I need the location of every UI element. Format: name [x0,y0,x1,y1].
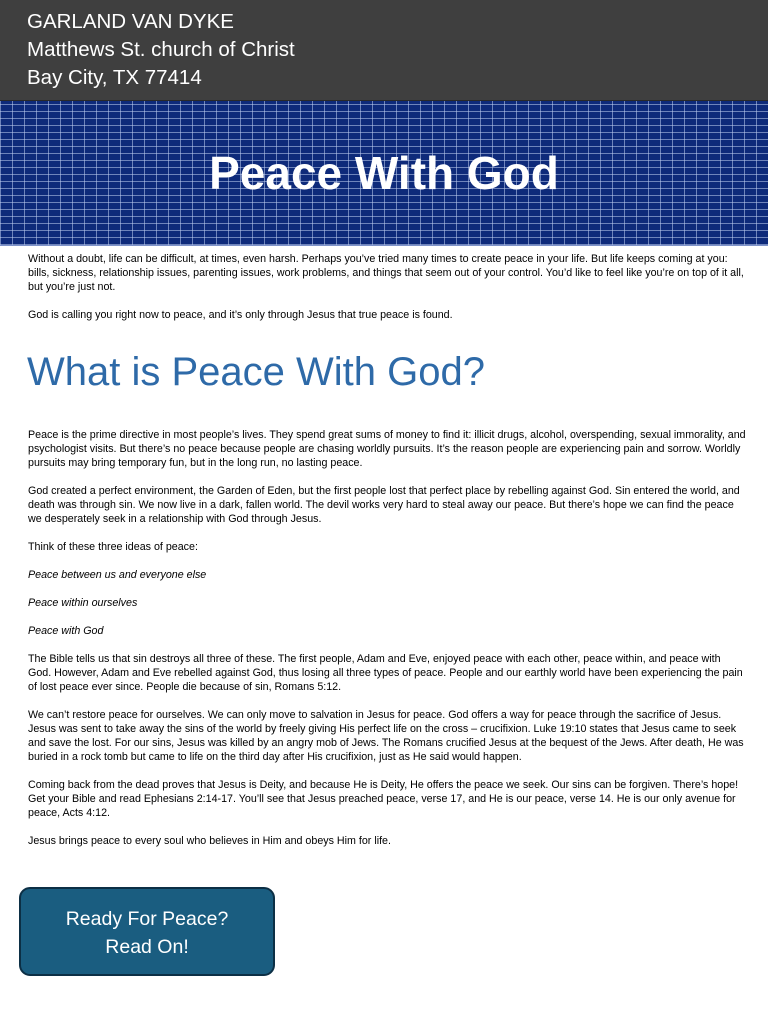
section-paragraph-5: We can’t restore peace for ourselves. We can only move to salvation in Jesus for peace. God offers a way for peace through the sacrifice of Jesus. Jesus was sent to take away the sins of the world by freely giving His perfect life on the cross – crucifixion. Luke 19:10 states that Jesus came to seek and save the lost. For our sins, Jesus was killed by an angry mob of Jews. The Romans crucified Jesus at the bequest of the Jews. After death, He was buried in a rock tomb but came to life on the third day after His crucifixion, just as He said would happen. [28,709,744,763]
church-location: Bay City, TX 77414 [27,66,202,89]
section-paragraph-3: Think of these three ideas of peace: [28,541,198,553]
peace-idea-2: Peace within ourselves [28,597,138,609]
church-name: Matthews St. church of Christ [27,38,295,61]
section-paragraph-6: Coming back from the dead proves that Jesus is Deity, and because He is Deity, He offers the peace we seek. Our sins can be forgiven. There’s hope! Get your Bible and read Ephesians 2:14-17. You’ll see that Jesus preached peace, verse 17, and He is our peace, verse 14. He is our only avenue for peace, Acts 4:12. [28,779,739,819]
title-banner [0,101,768,246]
peace-idea-1: Peace between us and everyone else [28,569,207,581]
intro-paragraph-2: God is calling you right now to peace, and it’s only through Jesus that true peace is found. [28,309,453,321]
cta-line-1: Ready For Peace? [65,908,229,930]
section-paragraph-1: Peace is the prime directive in most people’s lives. They spend great sums of money to find it: illicit drugs, alcohol, overspending, sexual immorality, and psychologist visits. But there’s no peace because people are chasing worldly pursuits. It’s the reason people are experiencing pain and sorrow. Worldly pursuits may bring temporary fun, but in the long run, no lasting peace. [28,429,746,469]
author-name: GARLAND VAN DYKE [27,10,234,33]
author-header [0,0,768,101]
section-paragraph-2: God created a perfect environment, the Garden of Eden, but the first people lost that perfect place by rebelling against God. Sin entered the world, and death was through sin. We now live in a dark, fallen world. The devil works very hard to steal away our peace. But there’s hope we can find the peace we desperately seek in a relationship with God through Jesus. [28,485,740,525]
intro-paragraph-1: Without a doubt, life can be difficult, at times, even harsh. Perhaps you’ve tried many times to create peace in your life. But life keeps coming at you: bills, sickness, relationship issues, parenting issues, work problems, and things that seem out of your control. You’d like to feel like you’re on top of it all, but you’re just not. [28,253,744,293]
section-paragraph-4: The Bible tells us that sin destroys all three of these. The first people, Adam and Eve, enjoyed peace with each other, peace within, and peace with God. However, Adam and Eve rebelled against God, thus losing all three types of peace. People and our earthly world have been experiencing the pain of lost peace ever since. People die because of sin, Romans 5:12. [28,653,743,693]
section-heading: What is Peace With God? [27,350,485,394]
page-title: Peace With God [209,147,559,199]
read-on-button[interactable] [19,887,275,976]
cta-line-2: Read On! [105,936,189,958]
section-paragraph-7: Jesus brings peace to every soul who believes in Him and obeys Him for life. [28,835,391,847]
peace-idea-3: Peace with God [28,625,104,637]
